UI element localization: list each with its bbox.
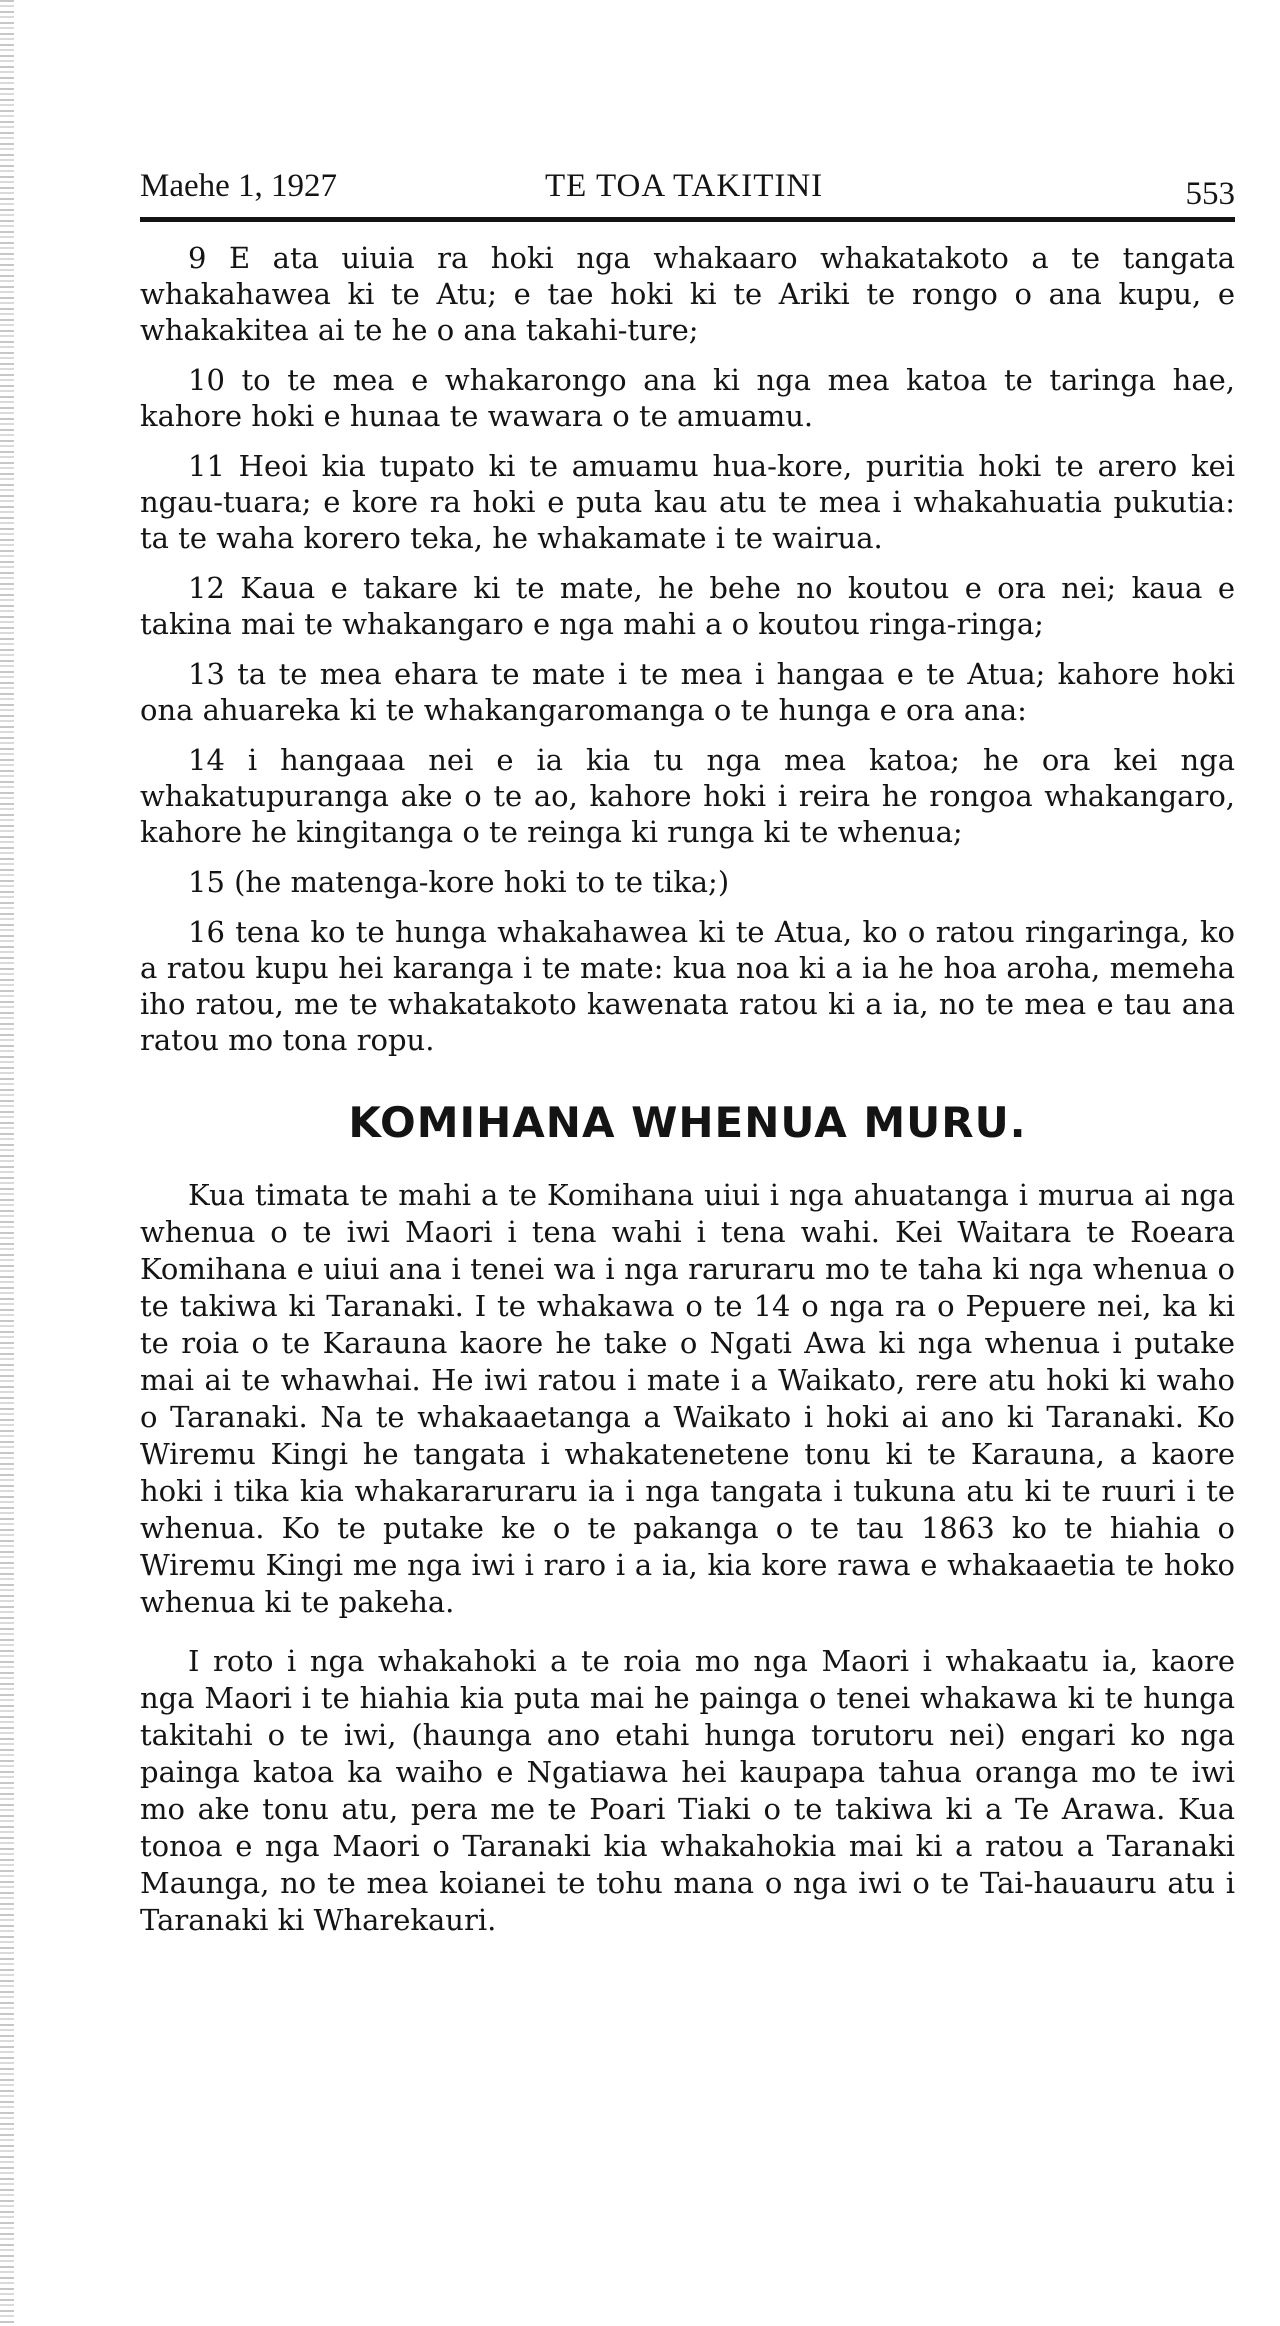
- header-page-number: 553: [1185, 176, 1235, 212]
- verse-14: 14 i hangaaa nei e ia kia tu nga mea katoa; he ora kei nga whakatupuranga ake o te ao, kahore hoki i reira he rongoa whakangaro, kahore he kingitanga o te reinga ki runga ki te whenua;: [140, 743, 1235, 849]
- verse-10: 10 to te mea e whakarongo ana ki nga mea katoa te taringa hae, kahore hoki e hunaa te wawara o te amuamu.: [140, 363, 1235, 433]
- header-title: TE TOA TAKITINI: [545, 168, 824, 204]
- verse-15: 15 (he matenga-kore hoki to te tika;): [188, 865, 730, 899]
- article-paragraph: I roto i nga whakahoki a te roia mo nga Maori i whakaatu ia, kaore nga Maori i te hiahia kia puta mai he painga o tenei whakawa ki te hunga takitahi o te iwi, (haunga ano etahi hunga torutoru nei) engari ko nga painga katoa ka waiho e Ngatiawa hei kaupapa tahua oranga mo te iwi mo ake tonu atu, pera me te Poari Tiaki o te takiwa ki a Te Arawa. Kua tonoa e nga Maori o Taranaki kia whakahokia mai ki a ratou a Taranaki Maunga, no te mea koianei te tohu mana o nga iwi o te Tai-hauauru atu i Taranaki ki Wharekauri.: [140, 1644, 1235, 1937]
- document-page: [140, 165, 1235, 1961]
- page-header: [140, 165, 1235, 217]
- header-date: Maehe 1, 1927: [140, 168, 338, 204]
- verse-9: 9 E ata uiuia ra hoki nga whakaaro whakatakoto a te tangata whakahawea ki te Atu; e tae hoki ki te Ariki te rongo o ana kupu, e whakakitea ai te he o ana takahi-ture;: [140, 241, 1235, 347]
- verse-16: 16 tena ko te hunga whakahawea ki te Atua, ko o ratou ringaringa, ko a ratou kupu hei karanga i te mate: kua noa ki a ia he hoa aroha, memeha iho ratou, me te whakatakoto kawenata ratou ki a ia, no te mea e tau ana ratou mo tona ropu.: [140, 915, 1235, 1057]
- verse-13: 13 ta te mea ehara te mate i te mea i hangaa e te Atua; kahore hoki ona ahuareka ki te whakangaromanga o te hunga e ora ana:: [140, 657, 1235, 727]
- scan-edge-border: [0, 0, 14, 2326]
- verse-11: 11 Heoi kia tupato ki te amuamu hua-kore, puritia hoki te arero kei ngau-tuara; e kore ra hoki e puta kau atu te mea i whakahuatia pukutia: ta te waha korero teka, he whakamate i te wairua.: [140, 449, 1235, 555]
- header-rule: [140, 217, 1235, 222]
- verse-12: 12 Kaua e takare ki te mate, he behe no koutou e ora nei; kaua e takina mai te whakangaro e nga mahi a o koutou ringa-ringa;: [140, 571, 1235, 641]
- article-paragraph: Kua timata te mahi a te Komihana uiui i nga ahuatanga i murua ai nga whenua o te iwi Maori i tena wahi i tena wahi. Kei Waitara te Roeara Komihana e uiui ana i tenei wa i nga raruraru mo te taha ki nga whenua o te takiwa ki Taranaki. I te whakawa o te 14 o nga ra o Pepuere nei, ka ki te roia o te Karauna kaore he take o Ngati Awa ki nga whenua i putake mai ai te whawhai. He iwi ratou i mate i a Waikato, rere atu hoki ki waho o Taranaki. Na te whakaaetanga a Waikato i hoki ai ano ki Taranaki. Ko Wiremu Kingi he tangata i whakatenetene tonu ki te Karauna, a kaore hoki i tika kia whakararuraru ia i nga tangata i tukuna atu ki te ruuri i te whenua. Ko te putake ke o te pakanga o te tau 1863 ko te hiahia o Wiremu Kingi me nga iwi i raro i a ia, kia kore rawa e whakaaetia te hoko whenua ki te pakeha.: [140, 1178, 1235, 1619]
- article-heading: KOMIHANA WHENUA MURU.: [348, 1098, 1027, 1147]
- article-body: [140, 1177, 1235, 1939]
- verses-section: [140, 240, 1235, 1058]
